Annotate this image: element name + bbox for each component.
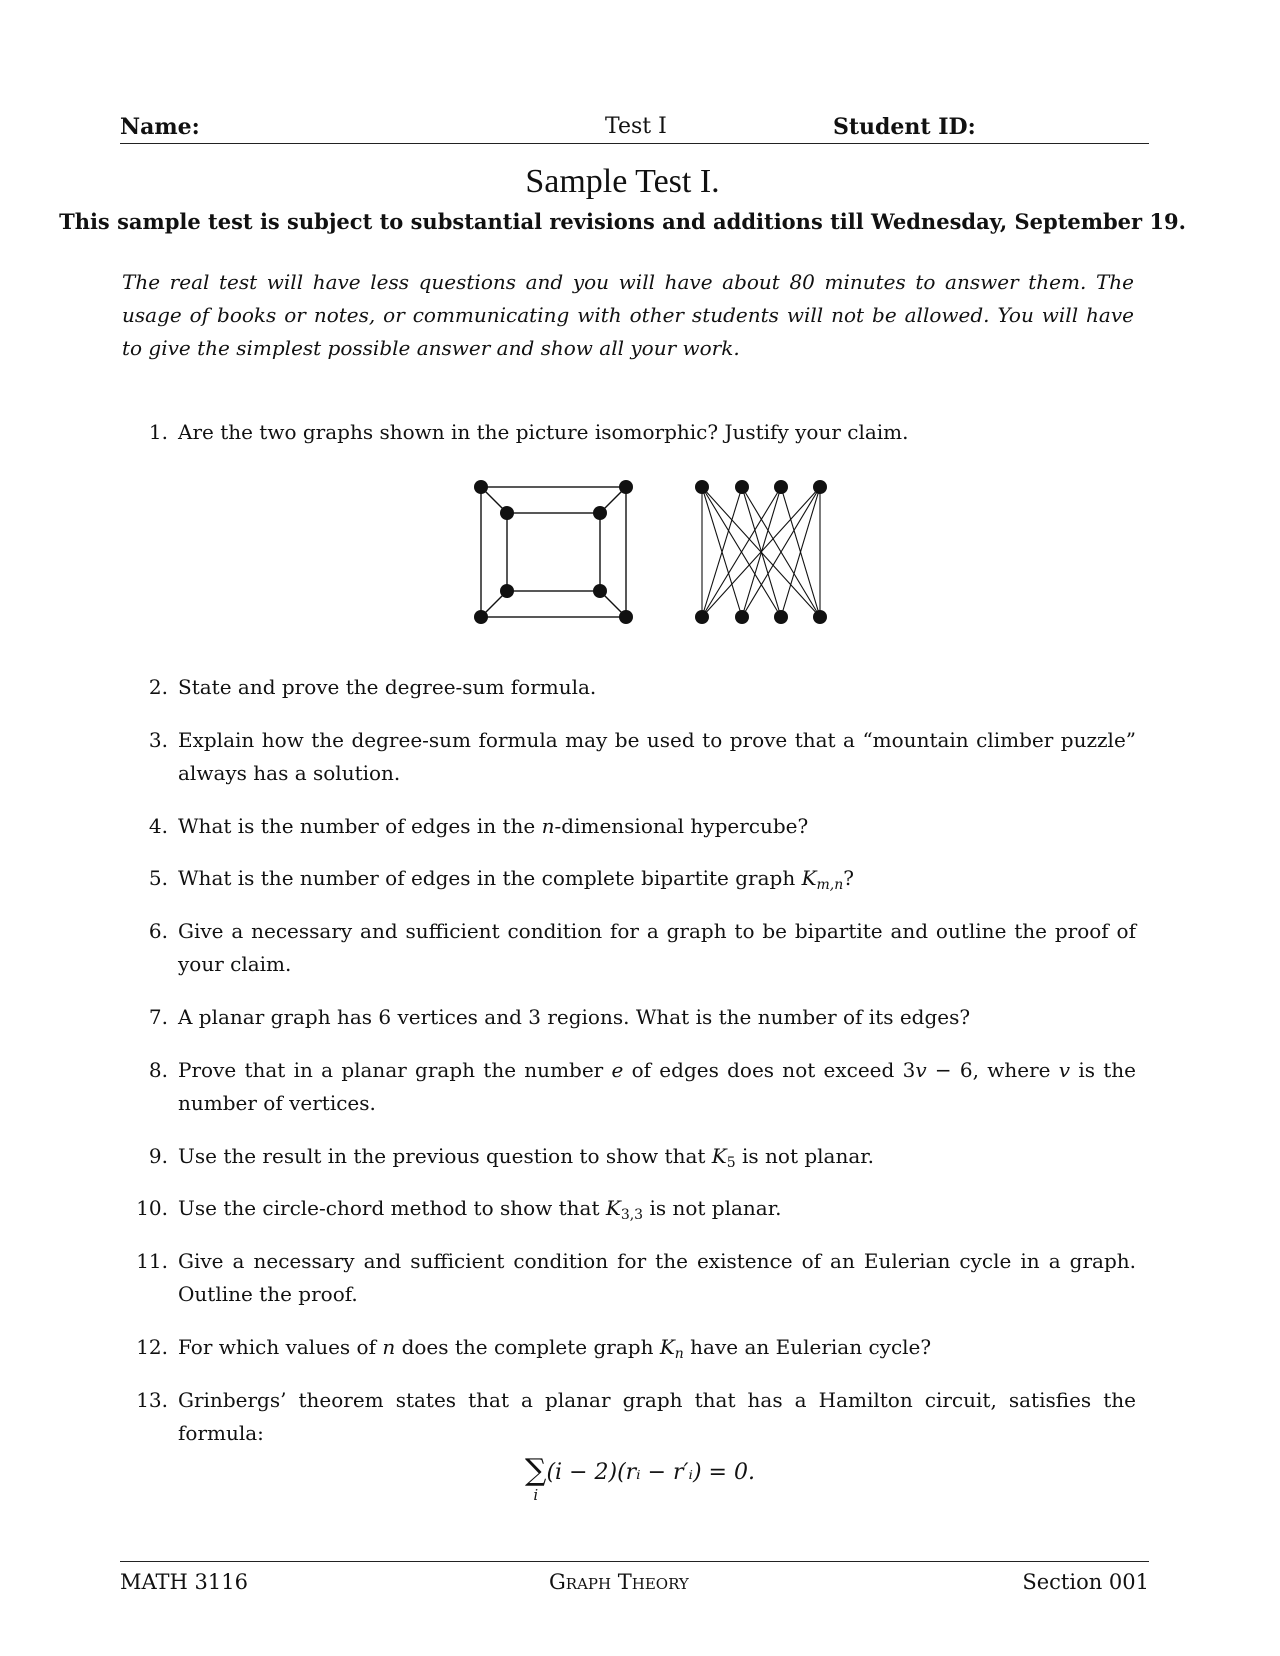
sum-index: i	[533, 1486, 539, 1504]
cube-vertex	[619, 480, 633, 494]
cube-vertex	[474, 610, 488, 624]
question-number: 10.	[136, 1196, 168, 1220]
question-number: 2.	[148, 675, 168, 699]
bipartite-vertex	[735, 610, 749, 624]
question-2	[120, 671, 1136, 704]
bipartite-vertex	[813, 480, 827, 494]
question-number: 1.	[148, 420, 168, 444]
question-text: Are the two graphs shown in the picture isomorphic? Justify your claim.	[178, 420, 909, 444]
sigma-symbol: ∑	[525, 1453, 547, 1488]
footer-rule	[120, 1561, 1149, 1562]
question-3	[120, 724, 1136, 790]
formula-body: (i − 2)(rᵢ − r′ᵢ) = 0.	[546, 1460, 755, 1485]
question-number: 4.	[148, 814, 168, 838]
bipartite-vertex	[735, 480, 749, 494]
footer-subject: Graph Theory	[549, 1570, 689, 1594]
question-text: Use the circle-chord method to show that $K_{3,3}$ is not planar.	[178, 1196, 782, 1223]
question-7	[120, 1001, 1136, 1034]
bipartite-vertex	[695, 480, 709, 494]
footer-section: Section 001	[1022, 1570, 1149, 1594]
question-13	[120, 1384, 1136, 1450]
bipartite-vertex	[774, 480, 788, 494]
intro-paragraph: The real test will have less questions and you will have about 80 minutes to answer them. The usage of books or notes, or communicating with other students will not be allowed. You will have to give the simplest possible answer and show all your work.	[122, 270, 1134, 360]
question-1	[120, 416, 1136, 449]
question-number: 5.	[148, 866, 168, 890]
question-number: 9.	[148, 1144, 168, 1168]
question-text: What is the number of edges in the complete bipartite graph $K_{m,n}$?	[178, 866, 855, 893]
question-text: Grinbergs’ theorem states that a planar graph that has a Hamilton circuit, satisfies the formula:	[178, 1388, 1136, 1445]
grinberg-formula	[0, 1453, 1280, 1504]
header-rule	[120, 143, 1149, 144]
test-label: Test I	[605, 114, 667, 139]
question-11	[120, 1245, 1136, 1311]
question-text: Give a necessary and sufficient condition for the existence of an Eulerian cycle in a graph. Outline the proof.	[178, 1249, 1136, 1306]
question-5	[120, 862, 1136, 895]
bipartite-vertex	[695, 610, 709, 624]
bipartite-vertex	[813, 610, 827, 624]
footer-course: MATH 3116	[120, 1570, 248, 1594]
question-number: 8.	[148, 1058, 168, 1082]
question-8	[120, 1054, 1136, 1120]
question-text: Give a necessary and sufficient condition for a graph to be bipartite and outline the proof of your claim.	[178, 919, 1136, 976]
question-number: 7.	[148, 1005, 168, 1029]
question-number: 6.	[148, 919, 168, 943]
bipartite-vertex	[774, 610, 788, 624]
question-6	[120, 915, 1136, 981]
cube-inner-square	[507, 513, 600, 591]
question-number: 3.	[148, 728, 168, 752]
question-number: 11.	[136, 1249, 168, 1273]
question-text: For which values of n does the complete graph $K_n$ have an Eulerian cycle?	[178, 1335, 932, 1362]
cube-vertex	[500, 584, 514, 598]
cube-graph	[481, 487, 626, 617]
question-10	[120, 1192, 1136, 1225]
cube-vertex	[593, 506, 607, 520]
cube-vertex	[474, 480, 488, 494]
page-title: Sample Test I.	[525, 163, 720, 200]
question-12	[120, 1331, 1136, 1364]
question-9	[120, 1140, 1136, 1173]
cube-vertex	[593, 584, 607, 598]
name-label: Name:	[120, 114, 200, 140]
cube-outer-square	[481, 487, 626, 617]
cube-vertex	[500, 506, 514, 520]
question-number: 13.	[136, 1388, 168, 1412]
page-subtitle: This sample test is subject to substantial revisions and additions till Wednesday, September 19.	[59, 209, 1186, 234]
question-number: 12.	[136, 1335, 168, 1359]
question-text: Prove that in a planar graph the number e of edges does not exceed 3v − 6, where v is the number of vertices.	[178, 1058, 1136, 1115]
cube-vertex	[619, 610, 633, 624]
question-text: Explain how the degree-sum formula may be used to prove that a “mountain climber puzzle” always has a solution.	[178, 728, 1136, 785]
bipartite-graph	[702, 487, 820, 617]
graphs-figure	[460, 472, 840, 634]
question-text: A planar graph has 6 vertices and 3 regions. What is the number of its edges?	[178, 1005, 971, 1029]
question-text: State and prove the degree-sum formula.	[178, 675, 597, 699]
question-text: Use the result in the previous question to show that $K_5$ is not planar.	[178, 1144, 874, 1171]
question-4	[120, 810, 1136, 843]
question-text: What is the number of edges in the n-dimensional hypercube?	[178, 814, 809, 838]
student-id-label: Student ID:	[833, 114, 976, 140]
